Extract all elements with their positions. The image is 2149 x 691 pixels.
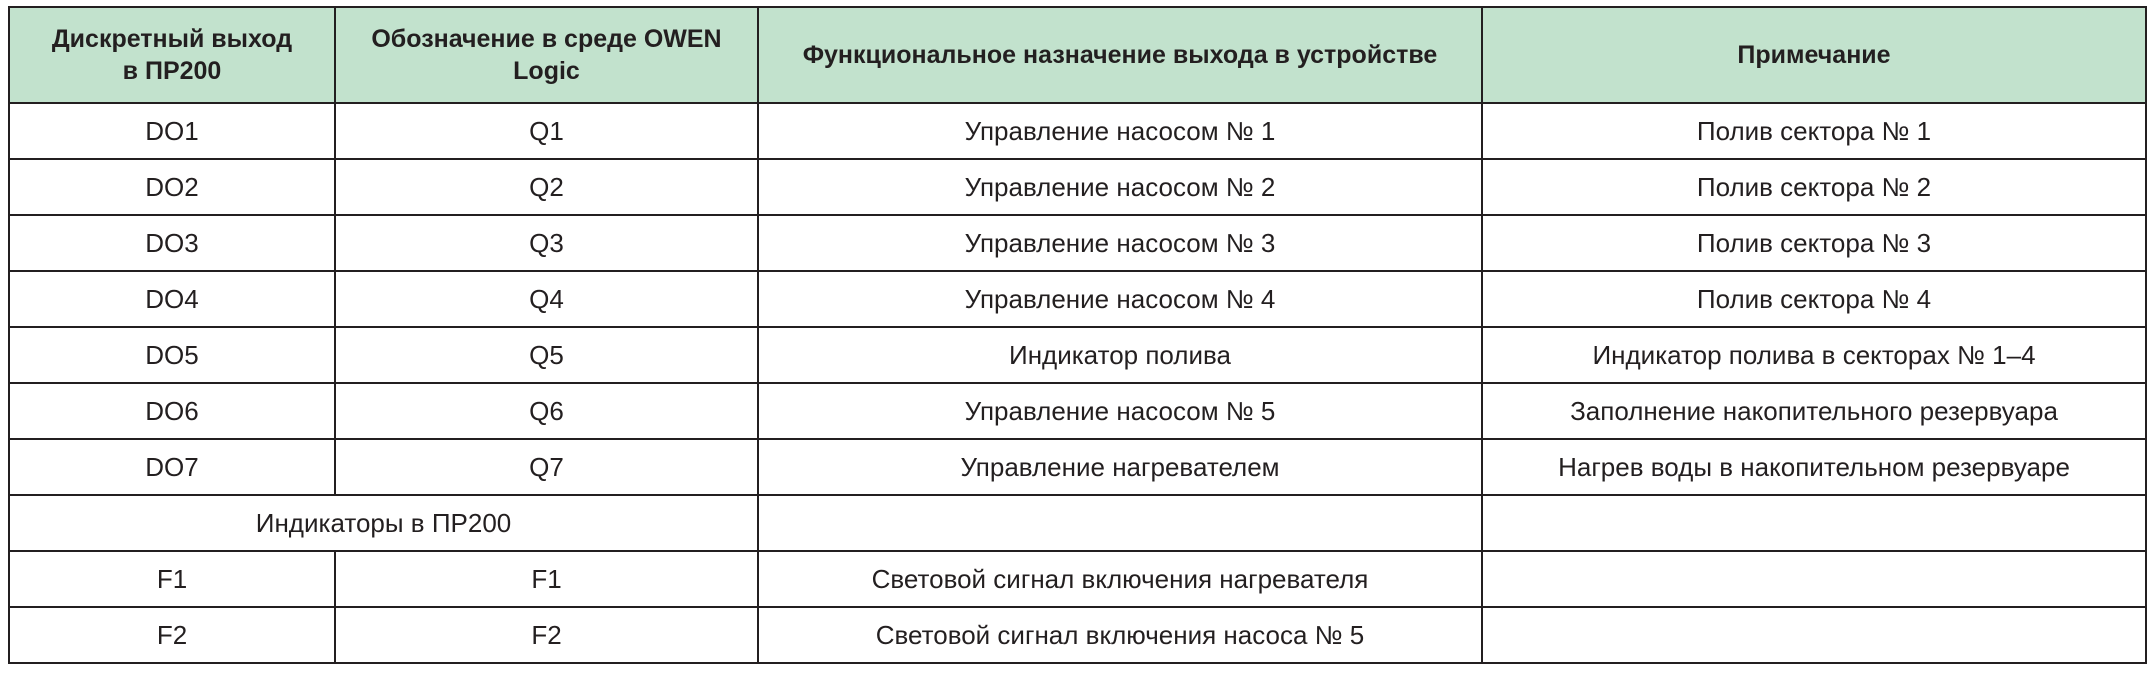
- designation-cell: F2: [335, 607, 758, 663]
- designation-cell: Q6: [335, 383, 758, 439]
- note-cell: Заполнение накопительного резервуара: [1482, 383, 2146, 439]
- note-cell: Нагрев воды в накопительном резервуаре: [1482, 439, 2146, 495]
- designation-cell: Q4: [335, 271, 758, 327]
- function-cell: Индикатор полива: [758, 327, 1482, 383]
- function-cell: Управление насосом № 4: [758, 271, 1482, 327]
- output-cell: DO1: [9, 103, 335, 159]
- output-cell: DO7: [9, 439, 335, 495]
- header-row: [9, 7, 2146, 103]
- header-note: Примечание: [1482, 7, 2146, 103]
- table-row: [9, 607, 2146, 663]
- output-cell: DO3: [9, 215, 335, 271]
- designation-cell: Q1: [335, 103, 758, 159]
- function-cell: Управление насосом № 1: [758, 103, 1482, 159]
- section-note-cell: [1482, 495, 2146, 551]
- table-row: [9, 439, 2146, 495]
- table-row: [9, 103, 2146, 159]
- note-cell: Полив сектора № 4: [1482, 271, 2146, 327]
- note-cell: Индикатор полива в секторах № 1–4: [1482, 327, 2146, 383]
- note-cell: Полив сектора № 2: [1482, 159, 2146, 215]
- section-row: [9, 495, 2146, 551]
- note-cell: Полив сектора № 1: [1482, 103, 2146, 159]
- designation-cell: Q5: [335, 327, 758, 383]
- designation-cell: Q3: [335, 215, 758, 271]
- designation-cell: Q2: [335, 159, 758, 215]
- function-cell: Управление насосом № 2: [758, 159, 1482, 215]
- output-cell: DO5: [9, 327, 335, 383]
- header-function: Функциональное назначение выхода в устройстве: [758, 7, 1482, 103]
- section-function-cell: [758, 495, 1482, 551]
- output-cell: DO2: [9, 159, 335, 215]
- table-row: [9, 551, 2146, 607]
- header-owen-logic-designation: Обозначение в среде OWEN Logic: [335, 7, 758, 103]
- function-cell: Световой сигнал включения нагревателя: [758, 551, 1482, 607]
- header-discrete-output: Дискретный выход в ПР200: [9, 7, 335, 103]
- table-row: [9, 383, 2146, 439]
- note-cell: [1482, 607, 2146, 663]
- designation-cell: F1: [335, 551, 758, 607]
- table-row: [9, 271, 2146, 327]
- table-row: [9, 327, 2146, 383]
- section-label-indicators: Индикаторы в ПР200: [9, 495, 758, 551]
- function-cell: Управление насосом № 3: [758, 215, 1482, 271]
- output-cell: DO6: [9, 383, 335, 439]
- function-cell: Световой сигнал включения насоса № 5: [758, 607, 1482, 663]
- function-cell: Управление насосом № 5: [758, 383, 1482, 439]
- discrete-outputs-table: [8, 6, 2147, 664]
- output-cell: F2: [9, 607, 335, 663]
- note-cell: [1482, 551, 2146, 607]
- table-row: [9, 215, 2146, 271]
- output-cell: DO4: [9, 271, 335, 327]
- table-row: [9, 159, 2146, 215]
- output-cell: F1: [9, 551, 335, 607]
- function-cell: Управление нагревателем: [758, 439, 1482, 495]
- note-cell: Полив сектора № 3: [1482, 215, 2146, 271]
- designation-cell: Q7: [335, 439, 758, 495]
